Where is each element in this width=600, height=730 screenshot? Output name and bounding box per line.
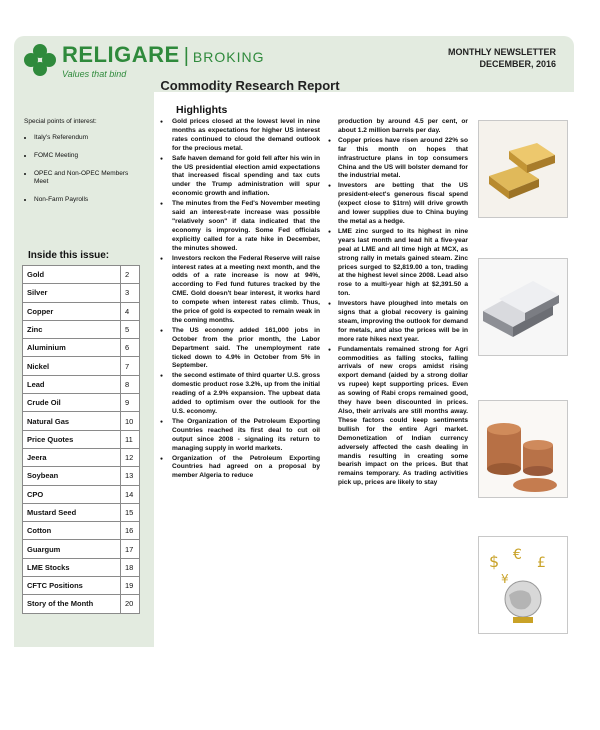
contents-page: 19 <box>121 577 140 595</box>
contents-row <box>23 375 140 393</box>
contents-label: Guargum <box>23 540 121 558</box>
contents-label: Nickel <box>23 357 121 375</box>
contents-label: Natural Gas <box>23 412 121 430</box>
contents-row <box>23 339 140 357</box>
contents-page: 20 <box>121 595 140 613</box>
special-point: • Italy's Referendum <box>34 134 144 142</box>
coins-image <box>478 400 568 498</box>
contents-page: 4 <box>121 302 140 320</box>
contents-page: 12 <box>121 448 140 466</box>
special-point: • Non-Farm Payrolls <box>34 196 144 204</box>
highlight-paragraph: ● The US economy added 161,000 jobs in October from the prior month, the Labor Department said. The unemployment rate ticked down to 4.9% in October from 5% in September. <box>160 327 320 372</box>
highlight-paragraph: ● Investors have ploughed into metals on signs that a global recovery is gaining steam, improving the outlook for demand for metals, and also the prices will be in more rate hikes next year. <box>338 300 468 345</box>
contents-label: CFTC Positions <box>23 577 121 595</box>
brand-name: RELIGARE <box>62 42 180 67</box>
contents-row <box>23 394 140 412</box>
highlight-paragraph: ● The Organization of the Petroleum Exporting Countries reached its first deal to cut oil output since 2008 - signaling its return to managing supply in world markets. <box>160 418 320 454</box>
contents-label: Soybean <box>23 467 121 485</box>
highlight-paragraph: production by around 4.5 per cent, or about 1.2 million barrels per day. <box>338 118 468 134</box>
highlight-paragraph: ● Safe haven demand for gold fell after his win in the US presidential election amid expectations that increased fiscal spending and tax cuts under the Trump administration will spur economic growth and inflation. <box>160 155 320 200</box>
contents-label: Gold <box>23 266 121 284</box>
contents-label: Mustard Seed <box>23 503 121 521</box>
contents-page: 15 <box>121 503 140 521</box>
highlight-paragraph: ● Fundamentals remained strong for Agri commodities as falling stocks, falling arrivals of new crops amidst rising export demand (aided by a strong dollar vs rupee) kept supporting prices. Even as sowing of Rabi crops remained good, they have been discounted in prices. Also, their arrivals are still months away. These factors could keep sentiments bullish for the entire Agri market. Demonetization of Indian currency adversely affected the cash dealing in mandis resulting in creating some bearish impact on the prices. But that remains temporary. As trading activities pick up, prices are likely to stay <box>338 346 468 489</box>
contents-row <box>23 430 140 448</box>
highlight-paragraph: ● the second estimate of third quarter U.S. gross domestic product rose 3.2%, up from the initial reading of a 2.9% expansion. The upbeat data added to optimism over the outlook for the U.S. economy. <box>160 372 320 417</box>
brand-tagline: Values that bind <box>62 69 127 79</box>
svg-text:€: € <box>513 547 522 563</box>
contents-page: 14 <box>121 485 140 503</box>
report-title: Commodity Research Report <box>160 78 340 93</box>
svg-text:¥: ¥ <box>501 572 509 586</box>
highlight-paragraph: ● LME zinc surged to its highest in nine years last month and lead hit a five-year peal at LME and all time high at MCX, as strong rally in metals gained steam. Zinc prices surged to $2,819.00 a ton, trading at the highest level since 2008. Lead also rose to a multi-year high at $2,391.50 a ton. <box>338 228 468 299</box>
contents-label: LME Stocks <box>23 558 121 576</box>
metal-bars-image <box>478 258 568 356</box>
contents-page: 11 <box>121 430 140 448</box>
contents-page: 6 <box>121 339 140 357</box>
svg-text:$: $ <box>489 552 500 571</box>
contents-page: 10 <box>121 412 140 430</box>
special-points-title: Special points of interest: <box>24 118 97 125</box>
contents-row <box>23 595 140 613</box>
contents-page: 18 <box>121 558 140 576</box>
inside-issue-title: Inside this issue: <box>28 250 110 261</box>
contents-row <box>23 558 140 576</box>
highlight-paragraph: ● Gold prices closed at the lowest level in nine months as expectations for higher US interest rates continued to cloud the demand outlook for the precious metal. <box>160 118 320 154</box>
contents-label: Crude Oil <box>23 394 121 412</box>
newsletter-label: MONTHLY NEWSLETTER DECEMBER, 2016 <box>447 47 556 69</box>
contents-page: 2 <box>121 266 140 284</box>
contents-label: Jeera <box>23 448 121 466</box>
contents-row <box>23 448 140 466</box>
highlights-column-1 <box>160 118 320 482</box>
contents-table <box>22 265 140 614</box>
contents-label: Copper <box>23 302 121 320</box>
contents-row <box>23 522 140 540</box>
highlight-paragraph: ● Copper prices have risen around 22% so far this month on hopes that infrastructure plans in top consumers China and the US will bolster demand for the industrial metal. <box>338 137 468 182</box>
svg-text:£: £ <box>537 555 546 571</box>
clover-icon <box>24 44 56 76</box>
highlights-heading: Highlights <box>176 104 228 116</box>
currency-globe-image <box>478 536 568 634</box>
contents-row <box>23 467 140 485</box>
contents-label: Cotton <box>23 522 121 540</box>
highlight-paragraph: ● Organization of the Petroleum Exporting Countries had agreed on a proposal by member Algeria to reduce <box>160 455 320 482</box>
religare-logo: RELIGARE | BROKING Values that bind <box>24 44 264 79</box>
highlight-paragraph: ● The minutes from the Fed's November meeting said an interest-rate increase was possible "relatively soon" if data indicated that the economy is improving. Some Fed officials explicitly called for a rate hike in December, the minutes showed. <box>160 200 320 253</box>
contents-label: Lead <box>23 375 121 393</box>
contents-label: Aluminium <box>23 339 121 357</box>
contents-label: Price Quotes <box>23 430 121 448</box>
contents-page: 3 <box>121 284 140 302</box>
contents-label: CPO <box>23 485 121 503</box>
contents-row <box>23 266 140 284</box>
contents-row <box>23 284 140 302</box>
special-points <box>24 118 144 214</box>
brand-division: BROKING <box>192 49 265 65</box>
contents-row <box>23 412 140 430</box>
contents-page: 13 <box>121 467 140 485</box>
contents-row <box>23 540 140 558</box>
contents-label: Zinc <box>23 320 121 338</box>
highlight-paragraph: ● Investors reckon the Federal Reserve will raise interest rates at a meeting next month, and the odds of a rate increase is now at 94%, according to Fed fund futures tracked by the CME. Gold doesn't bear interest, it works hard to compete when interest rates climb. Thus, the price of gold is expected to remain weak in the coming months. <box>160 255 320 326</box>
contents-label: Silver <box>23 284 121 302</box>
contents-row <box>23 503 140 521</box>
contents-row <box>23 577 140 595</box>
contents-label: Story of the Month <box>23 595 121 613</box>
contents-row <box>23 302 140 320</box>
special-point: • OPEC and Non-OPEC Members Meet <box>34 170 144 186</box>
contents-page: 17 <box>121 540 140 558</box>
contents-page: 9 <box>121 394 140 412</box>
contents-page: 7 <box>121 357 140 375</box>
special-point: • FOMC Meeting <box>34 152 144 160</box>
contents-page: 16 <box>121 522 140 540</box>
contents-page: 8 <box>121 375 140 393</box>
contents-row <box>23 320 140 338</box>
highlights-column-2 <box>338 118 468 489</box>
contents-row <box>23 357 140 375</box>
gold-bars-image <box>478 120 568 218</box>
highlight-paragraph: ● Investors are betting that the US president-elect's generous fiscal spend (expect close to $1trn) will drive growth and lower supplies due to China buying the metal as a hedge. <box>338 182 468 227</box>
contents-page: 5 <box>121 320 140 338</box>
contents-row <box>23 485 140 503</box>
